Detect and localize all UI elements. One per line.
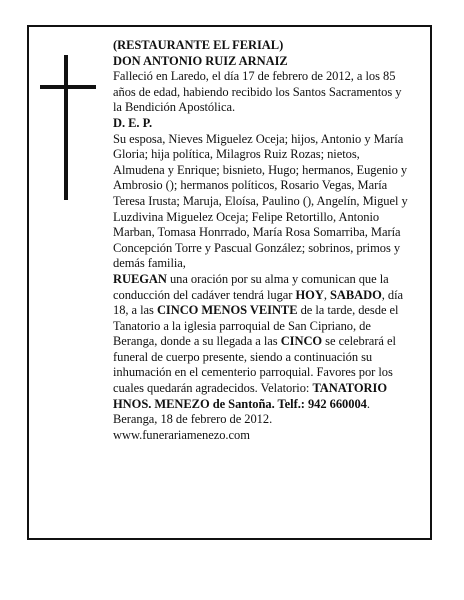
website-text: www.funerariamenezo.com xyxy=(113,427,250,442)
ruegan-word: RUEGAN xyxy=(113,271,167,286)
family-list: Su esposa, Nieves Miguelez Oceja; hijos, Antonio y María Gloria; hija política, Milagros Ruiz Rozas; nietos, Almudena y Enrique; bisnieto, Hugo; hermanos, Eugenio y Ambrosio (); hermanos políticos, Rosario Vegas, María Teresa Irusta; Maruja, Eloísa, Paulino (), Angelín, Miguel y Luzdivina Miguelez Oceja; Felipe Retortillo, Antonio Marban, Tomasa Honrrado, María Rosa Somarriba, María Concepción Torre y Pascual González; sobrinos, primos y demás familia, xyxy=(113,131,408,271)
cross-icon xyxy=(40,55,100,200)
velatorio-info: TANATORIO HNOS. MENEZO de Santoña. Telf.: 942 660004 xyxy=(113,381,387,411)
obituary-text xyxy=(113,38,413,443)
cross-horizontal-bar xyxy=(40,85,96,89)
request-text-5: se celebrará el funeral de cuerpo presente, siendo a continuación su inhumación en el cementerio parroquial. Favores por los cuales quedarán agradecidos. Velatorio: xyxy=(113,334,396,396)
dep-line: D. E. P. xyxy=(113,115,153,130)
restaurant-name: (RESTAURANTE EL FERIAL) xyxy=(113,38,284,52)
funeral-request xyxy=(113,272,413,412)
request-text-3: , día 18, a las xyxy=(113,287,404,318)
request-text-2: , xyxy=(323,287,330,302)
date-line: Beranga, 18 de febrero de 2012. xyxy=(113,412,273,427)
funeral-time: CINCO MENOS VEINTE xyxy=(156,303,298,318)
cross-vertical-bar xyxy=(64,55,68,200)
deceased-name: DON ANTONIO RUIZ ARNAIZ xyxy=(113,53,288,68)
death-notice: Falleció en Laredo, el día 17 de febrero de 2012, a los 85 años de edad, habiendo recibido los Santos Sacramentos y la Bendición Apostólica. xyxy=(113,69,402,115)
cinco-word: CINCO xyxy=(280,334,323,349)
request-text-1: una oración por su alma y comunican que la conducción del cadáver tendrá lugar xyxy=(113,271,389,302)
hoy-word: HOY xyxy=(295,287,324,302)
request-text-4: de la tarde, desde el Tanatorio a la iglesia parroquial de San Cipriano, de Beranga, donde a su llegada a las xyxy=(113,303,399,349)
request-text-6: . xyxy=(366,396,370,411)
sabado-word: SABADO xyxy=(329,287,382,302)
